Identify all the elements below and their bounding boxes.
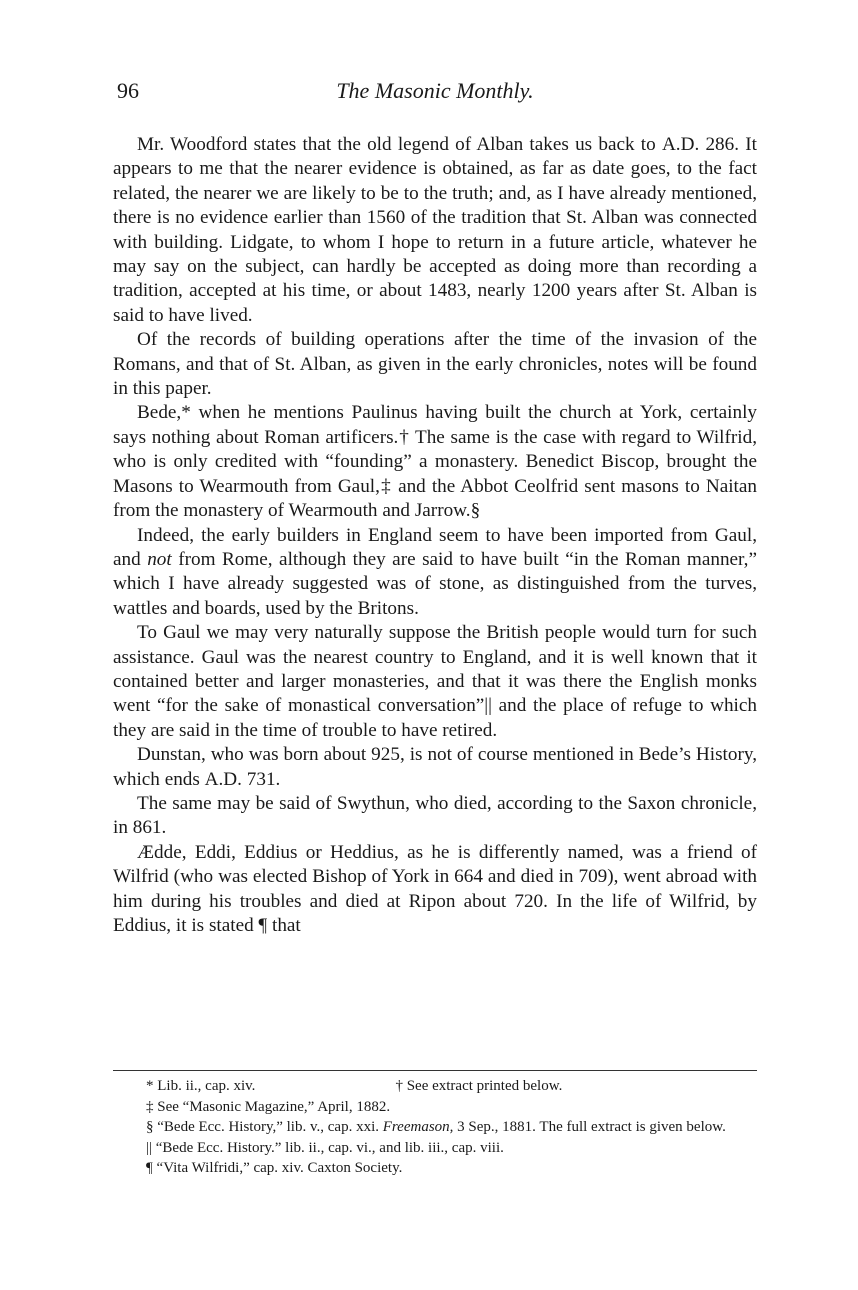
footnote: ¶ “Vita Wilfridi,” cap. xiv. Caxton Society.	[146, 1160, 403, 1176]
paragraph: Indeed, the early builders in England seem to have been imported from Gaul, and not from Rome, although they are said to have built “in the Roman manner,” which I have already suggested was of stone, as distinguished from the turves, wattles and boards, used by the Britons.	[113, 524, 757, 619]
footnote: ‡ See “Masonic Magazine,” April, 1882.	[146, 1098, 391, 1115]
body-text	[113, 133, 757, 938]
page-header	[117, 78, 753, 118]
paragraph: To Gaul we may very naturally suppose the British people would turn for such assistance. Gaul was the nearest country to England, and it is well known that it contained better and larger monasteries, and that it was there the English monks went “for the sake of monastical conversation”|| and the place of refuge to which they are said in the time of trouble to have retired.	[113, 622, 757, 741]
footnote: § “Bede Ecc. History,” lib. v., cap. xxi. Freemason, 3 Sep., 1881. The full extract is given below.	[146, 1119, 726, 1135]
paragraph: The same may be said of Swythun, who died, according to the Saxon chronicle, in 861.	[113, 792, 757, 839]
paragraph: Bede,* when he mentions Paulinus having built the church at York, certainly says nothing about Roman artificers.† The same is the case with regard to Wilfrid, who is only credited with “founding” a monastery. Benedict Biscop, brought the Masons to Wearmouth from Gaul,‡ and the Abbot Ceolfrid sent masons to Naitan from the monastery of Wearmouth and Jarrow.§	[113, 402, 757, 522]
paragraph: Mr. Woodford states that the old legend of Alban takes us back to A.D. 286. It appears to me that the nearer evidence is obtained, as far as date goes, to the fact related, the nearer we are likely to be to the truth; and, as I have already mentioned, there is no evidence earlier than 1560 of the tradition that St. Alban was connected with building. Lidgate, to whom I hope to return in a future article, whatever he may say on the subject, can hardly be accepted as doing more than recording a tradition, accepted at his time, or about 1483, nearly 1200 years after St. Alban is said to have lived.	[113, 134, 757, 326]
paragraph: Ædde, Eddi, Eddius or Heddius, as he is differently named, was a friend of Wilfrid (who was elected Bishop of York in 664 and died in 709), went abroad with him during his troubles and died at Ripon about 720. In the life of Wilfrid, by Eddius, it is stated ¶ that	[113, 841, 757, 936]
paragraph: Of the records of building operations after the time of the invasion of the Romans, and that of St. Alban, as given in the early chronicles, notes will be found in this paper.	[113, 329, 757, 400]
paragraph: Dunstan, who was born about 925, is not of course mentioned in Bede’s History, which ends A.D. 731.	[113, 744, 757, 790]
running-title: The Masonic Monthly.	[336, 78, 534, 103]
footnote: * Lib. ii., cap. xiv. † See extract printed below.	[146, 1078, 563, 1094]
page-number: 96	[117, 78, 139, 103]
footnotes	[100, 1076, 758, 1179]
footnote: || “Bede Ecc. History.” lib. ii., cap. vi., and lib. iii., cap. viii.	[146, 1139, 504, 1156]
footnote-divider	[113, 1070, 757, 1071]
